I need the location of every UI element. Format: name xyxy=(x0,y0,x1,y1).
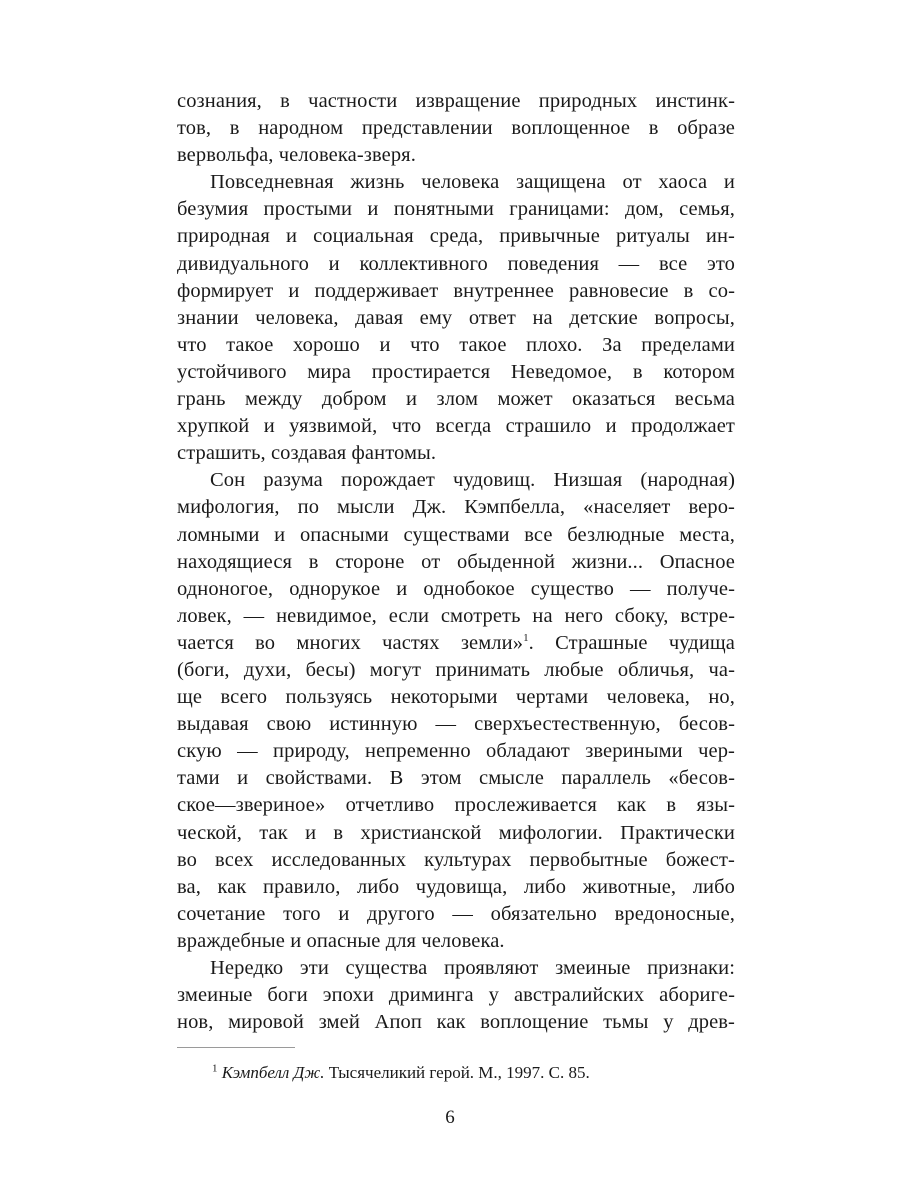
footnote-author: Кэмпбелл Дж. xyxy=(221,1063,325,1082)
line-text: змеиные боги эпохи дриминга у австралийских абориге- xyxy=(177,984,735,1007)
line-text: Сон разума порождает чудовищ. Низшая (народная) xyxy=(210,469,735,492)
line-text: страшить, создавая фантомы. xyxy=(177,442,437,465)
text-line xyxy=(177,738,735,765)
text-line xyxy=(177,494,735,521)
line-text: (боги, духи, бесы) могут принимать любые обличья, ча- xyxy=(177,658,735,681)
line-text: скую — природу, непременно обладают звериными чер- xyxy=(177,740,735,763)
text-line xyxy=(177,711,735,738)
line-text: Повседневная жизнь человека защищена от хаоса и xyxy=(210,171,735,194)
text-line-with-footnote-ref xyxy=(177,630,735,657)
line-text: дивидуального и коллективного поведения — все это xyxy=(177,252,735,275)
text-line xyxy=(177,278,735,305)
line-text: тов, в народном представлении воплощенное в образе xyxy=(177,117,735,140)
line-text: чается во многих частях земли» xyxy=(177,631,524,654)
text-line xyxy=(177,874,735,901)
line-text: мифология, по мысли Дж. Кэмпбелла, «населяет веро- xyxy=(177,496,735,519)
page-number: 6 xyxy=(445,1107,455,1128)
page-body xyxy=(177,88,735,1036)
line-text: устойчивого мира простирается Неведомое, в котором xyxy=(177,360,735,383)
text-line xyxy=(177,847,735,874)
text-line xyxy=(177,142,735,169)
footnote-separator xyxy=(177,1047,295,1048)
line-text: ловек, — невидимое, если смотреть на него сбоку, встре- xyxy=(177,604,735,627)
line-text: хрупкой и уязвимой, что всегда страшило и продолжает xyxy=(177,415,735,438)
text-line xyxy=(177,820,735,847)
text-line xyxy=(177,413,735,440)
text-line xyxy=(177,982,735,1009)
line-text: природная и социальная среда, привычные ритуалы ин- xyxy=(177,225,735,248)
text-line xyxy=(177,223,735,250)
footnote-citation: Тысячеликий герой. М., 1997. С. 85. xyxy=(324,1063,590,1082)
footnote-reference[interactable]: 1 xyxy=(523,632,529,645)
text-line xyxy=(177,440,735,467)
text-line xyxy=(177,901,735,928)
paragraph-first-line xyxy=(177,169,735,196)
line-text: . Страшные чудища xyxy=(528,631,735,654)
text-line xyxy=(177,684,735,711)
paragraph-first-line xyxy=(177,467,735,494)
line-text: выдавая свою истинную — сверхъестественную, бесов- xyxy=(177,713,735,736)
text-line xyxy=(177,196,735,223)
line-text: ломными и опасными существами все безлюдные места, xyxy=(177,523,735,546)
text-line xyxy=(177,332,735,359)
line-text: сознания, в частности извращение природных инстинк- xyxy=(177,90,735,112)
text-line xyxy=(177,1009,735,1036)
text-line xyxy=(177,549,735,576)
footnote-marker: 1 xyxy=(212,1062,218,1075)
text-line xyxy=(177,576,735,603)
text-line xyxy=(177,603,735,630)
line-text: что такое хорошо и что такое плохо. За пределами xyxy=(177,333,735,356)
line-text: ческой, так и в христианской мифологии. Практически xyxy=(177,821,735,844)
text-line xyxy=(177,305,735,332)
text-line xyxy=(177,765,735,792)
line-text: вервольфа, человека-зверя. xyxy=(177,144,416,167)
text-line xyxy=(177,88,735,115)
text-line xyxy=(177,657,735,684)
text-line xyxy=(177,359,735,386)
line-text: Нередко эти существа проявляют змеиные признаки: xyxy=(210,957,735,979)
text-line xyxy=(177,522,735,549)
paragraph-first-line xyxy=(177,955,735,982)
line-text: ва, как правило, либо чудовища, либо животные, либо xyxy=(177,875,735,898)
line-text: тами и свойствами. В этом смысле параллель «бесов- xyxy=(177,767,735,790)
line-text: ще всего пользуясь некоторыми чертами человека, но, xyxy=(177,686,735,709)
text-line xyxy=(177,386,735,413)
line-text: одноногое, однорукое и однобокое существо — получе- xyxy=(177,577,735,600)
line-text: нов, мировой змей Апоп как воплощение тьмы у древ- xyxy=(177,1011,735,1034)
text-line xyxy=(177,792,735,819)
text-line xyxy=(177,928,735,955)
line-text: во всех исследованных культурах первобытные божест- xyxy=(177,848,735,871)
line-text: враждебные и опасные для человека. xyxy=(177,929,505,952)
text-line xyxy=(177,115,735,142)
line-text: безумия простыми и понятными границами: дом, семья, xyxy=(177,198,735,221)
footnote xyxy=(212,1061,590,1085)
line-text: сочетание того и другого — обязательно вредоносные, xyxy=(177,902,735,925)
line-text: ское—звериное» отчетливо прослеживается как в язы- xyxy=(177,794,735,817)
text-line xyxy=(177,251,735,278)
line-text: знании человека, давая ему ответ на детские вопросы, xyxy=(177,306,735,329)
line-text: грань между добром и злом может оказаться весьма xyxy=(177,388,735,411)
line-text: находящиеся в стороне от обыденной жизни... Опасное xyxy=(177,550,735,573)
line-text: формирует и поддерживает внутреннее равновесие в со- xyxy=(177,279,735,302)
